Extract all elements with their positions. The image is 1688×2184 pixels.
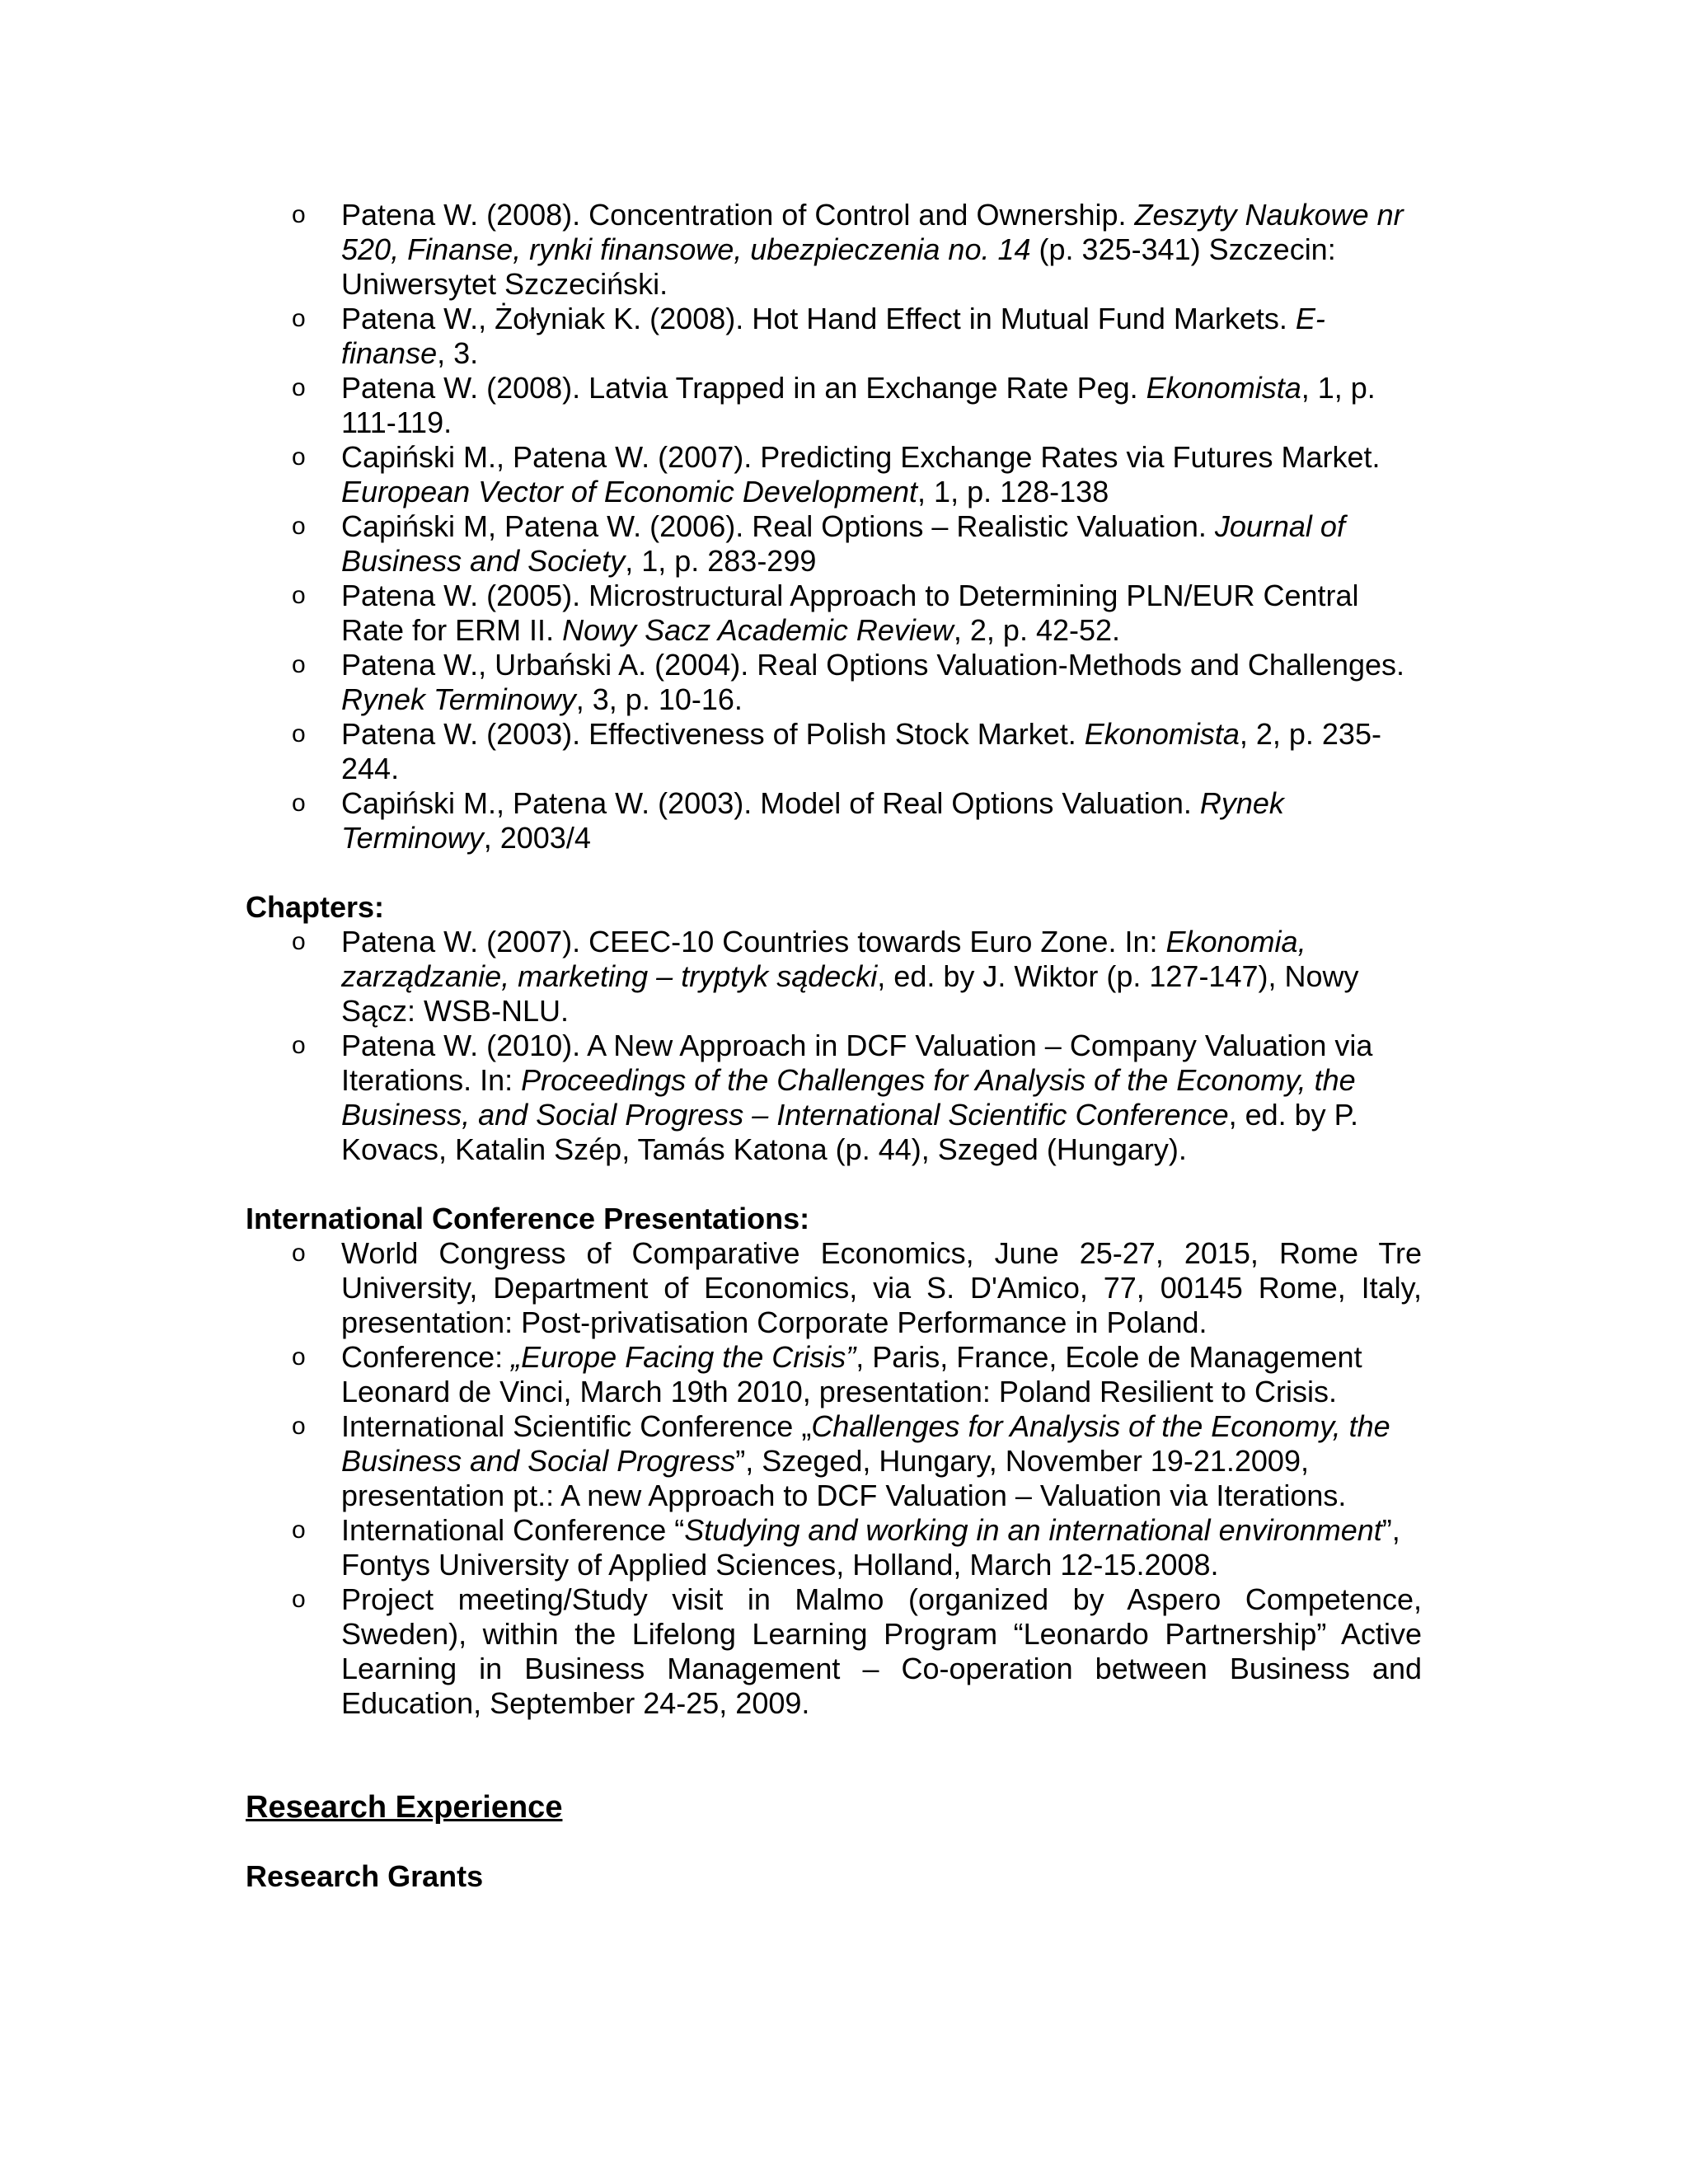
list-item: o Patena W. (2005). Microstructural Approach to Determining PLN/EUR Central Rate for ERM II. Nowy Sacz Academic Review, 2, p. 42-52. (292, 579, 1359, 647)
list-item: o Patena W. (2010). A New Approach in DCF Valuation – Company Valuation via Iterations. In: Proceedings of the Challenges for Analysis of the Economy, the Business, and Social Progress – International Scientific Conference, ed. by P. Kovacs, Katalin Szép, Tamás Katona (p. 44), Szeged (Hungary). (292, 1029, 1373, 1166)
conferences-heading: International Conference Presentations: (246, 1202, 810, 1235)
bullet-marker: o (292, 582, 306, 609)
bullet-marker: o (292, 443, 306, 471)
document-page (246, 198, 1432, 1894)
conferences-list (246, 1236, 1422, 1721)
chapters-heading: Chapters: (246, 890, 385, 924)
bullet-marker: o (292, 720, 306, 748)
list-item: o Patena W., Żołyniak K. (2008). Hot Hand Effect in Mutual Fund Markets. E-finanse, 3. (292, 302, 1325, 370)
list-item: o World Congress of Comparative Economics, June 25-27, 2015, Rome Tre University, Department of Economics, via S. D'Amico, 77, 00145 Rome, Italy, presentation: Post-privatisation Corporate Performance in Poland. (292, 1236, 1422, 1339)
chapters-list (246, 925, 1422, 1167)
bullet-marker: o (292, 1516, 306, 1544)
list-item: o International Scientific Conference „Challenges for Analysis of the Economy, the Business and Social Progress”, Szeged, Hungary, November 19-21.2009, presentation pt.: A new Approach to DCF Valuation – Valuation via Iterations. (292, 1409, 1390, 1512)
list-item: o Patena W. (2008). Concentration of Control and Ownership. Zeszyty Naukowe nr 520, Finanse, rynki finansowe, ubezpieczenia no. 14 (p. 325-341) Szczecin: Uniwersytet Szczeciński. (292, 198, 1404, 301)
list-item: o Capiński M., Patena W. (2007). Predicting Exchange Rates via Futures Market. European Vector of Economic Development, 1, p. 128-138 (292, 440, 1381, 509)
bullet-marker: o (292, 790, 306, 817)
research-experience-title: Research Experience (246, 1790, 563, 1825)
list-item: o Capiński M., Patena W. (2003). Model of Real Options Valuation. Rynek Terminowy, 2003/4 (292, 786, 1284, 855)
bullet-marker: o (292, 1586, 306, 1613)
bullet-marker: o (292, 1343, 306, 1371)
list-item: o Patena W. (2007). CEEC-10 Countries towards Euro Zone. In: Ekonomia, zarządzanie, marketing – tryptyk sądecki, ed. by J. Wiktor (p. 127-147), Nowy Sącz: WSB-NLU. (292, 925, 1359, 1028)
list-item: o Capiński M, Patena W. (2006). Real Options – Realistic Valuation. Journal of Business and Society, 1, p. 283-299 (292, 509, 1345, 578)
bullet-marker: o (292, 513, 306, 540)
list-item: o International Conference “Studying and working in an international environment”, Fontys University of Applied Sciences, Holland, March 12-15.2008. (292, 1513, 1400, 1582)
list-item: o Patena W., Urbański A. (2004). Real Options Valuation-Methods and Challenges. Rynek Terminowy, 3, p. 10-16. (292, 648, 1405, 716)
list-item: o Project meeting/Study visit in Malmo (organized by Aspero Competence, Sweden), within the Lifelong Learning Program “Leonardo Partnership” Active Learning in Business Management – Co-operation between Business and Education, September 24-25, 2009. (292, 1582, 1422, 1720)
list-item: o Conference: „Europe Facing the Crisis”, Paris, France, Ecole de Management Leonard de Vinci, March 19th 2010, presentation: Poland Resilient to Crisis. (292, 1340, 1362, 1408)
bullet-marker: o (292, 374, 306, 401)
list-item: o Patena W. (2003). Effectiveness of Polish Stock Market. Ekonomista, 2, p. 235-244. (292, 717, 1381, 785)
bullet-marker: o (292, 305, 306, 332)
bullet-marker: o (292, 1032, 306, 1059)
bullet-marker: o (292, 1240, 306, 1267)
articles-list (246, 198, 1422, 855)
bullet-marker: o (292, 651, 306, 678)
list-item: o Patena W. (2008). Latvia Trapped in an Exchange Rate Peg. Ekonomista, 1, p. 111-119. (292, 371, 1376, 439)
bullet-marker: o (292, 928, 306, 955)
bullet-marker: o (292, 1413, 306, 1440)
research-grants-heading: Research Grants (246, 1859, 484, 1893)
bullet-marker: o (292, 201, 306, 228)
